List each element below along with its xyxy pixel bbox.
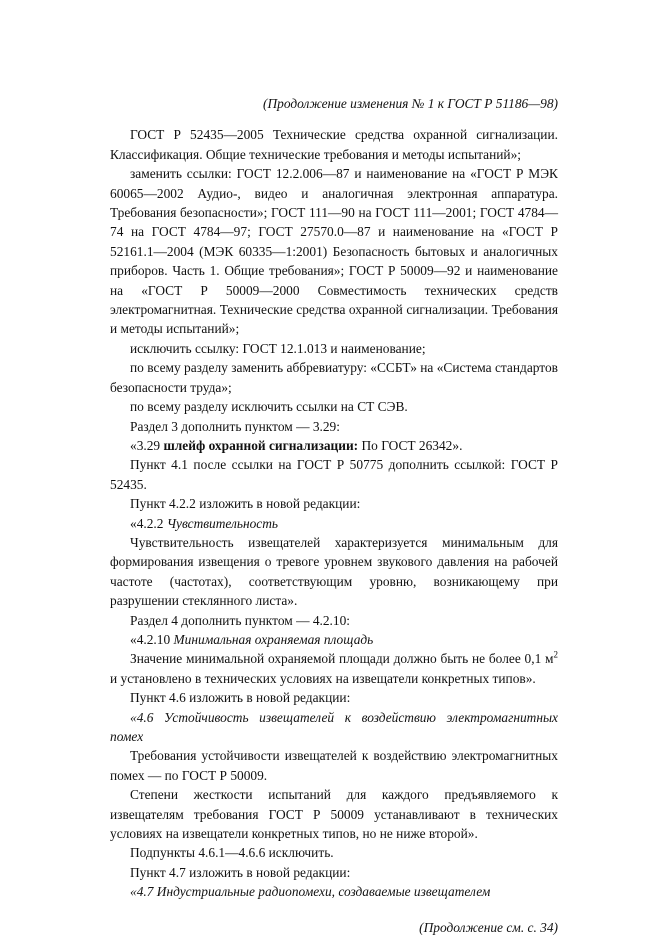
paragraph-section-3: Раздел 3 дополнить пунктом — 3.29: xyxy=(130,418,340,434)
paragraph-exclude-st-sev: по всему разделу исключить ссылки на СТ СЭВ. xyxy=(130,399,408,415)
area-text-after: и установлено в технических условиях на извещатели конкретных типов». xyxy=(110,670,536,686)
item-3-29 xyxy=(110,436,558,455)
paragraph-point-4-1: Пункт 4.1 после ссылки на ГОСТ Р 50775 дополнить ссылкой: ГОСТ Р 52435. xyxy=(110,457,558,492)
item-3-29-prefix: «3.29 xyxy=(130,437,164,453)
item-4-7: «4.7 Индустриальные радиопомехи, создаваемые извещателем xyxy=(130,884,491,900)
item-4-6: «4.6 Устойчивость извещателей к воздействию электромагнитных помех xyxy=(110,709,558,744)
paragraph-emc-requirements: Требования устойчивости извещателей к воздействию электромагнитных помех — по ГОСТ Р 50009. xyxy=(110,748,558,783)
document-page xyxy=(110,94,558,937)
item-4-2-10 xyxy=(110,630,558,649)
item-3-29-rest: По ГОСТ 26342». xyxy=(358,437,463,453)
paragraph-point-4-6: Пункт 4.6 изложить в новой редакции: xyxy=(130,690,351,706)
paragraph-test-severity: Степени жесткости испытаний для каждого предъявляемого к извещателям требования ГОСТ Р 50009 устанавливают в технических условиях на извещатели конкретных типов, но не ниже второй». xyxy=(110,787,558,842)
paragraph-gost-52435: ГОСТ Р 52435—2005 Технические средства охранной сигнализации. Классификация. Общие технические требования и методы испытаний»; xyxy=(110,127,558,162)
item-4-2-2-title: Чувствительность xyxy=(166,515,279,531)
paragraph-point-4-7: Пункт 4.7 изложить в новой редакции: xyxy=(130,864,351,880)
item-4-2-2 xyxy=(110,514,558,533)
item-3-29-term: шлейф охранной сигнализации: xyxy=(163,437,359,453)
paragraph-min-area xyxy=(110,649,558,688)
paragraph-exclude-ref: исключить ссылку: ГОСТ 12.1.013 и наименование; xyxy=(130,340,426,356)
paragraph-sensitivity: Чувствительность извещателей характеризуется минимальным для формирования извещения о тревоге уровнем звукового давления на рабочей частоте (частотах), соответствующим уровню, возникающему при разрушении стеклянного листа». xyxy=(110,534,558,609)
item-4-2-2-prefix: «4.2.2 xyxy=(130,515,167,531)
paragraph-replace-refs: заменить ссылки: ГОСТ 12.2.006—87 и наименование на «ГОСТ Р МЭК 60065—2002 Аудио-, видео и аналогичная электронная аппаратура. Требования безопасности»; ГОСТ 111—90 на ГОСТ 111—2001; ГОСТ 4784—74 на ГОСТ 4784—97; ГОСТ 27570.0—87 и наименование на «ГОСТ Р 52161.1—2004 (МЭК 60335—1:2001) Безопасность бытовых и аналогичных приборов. Часть 1. Общие требования»; ГОСТ Р 50009—92 и наименование на «ГОСТ Р 50009—2000 Совместимость технических средств электромагнитная. Технические средства охранной сигнализации. Требования и методы испытаний»; xyxy=(110,166,558,337)
paragraph-subpoints-exclude: Подпункты 4.6.1—4.6.6 исключить. xyxy=(130,845,334,861)
paragraph-section-4: Раздел 4 дополнить пунктом — 4.2.10: xyxy=(130,612,351,628)
area-text-sup: 2 xyxy=(553,649,558,660)
area-text-before: Значение минимальной охраняемой площади должно быть не более 0,1 м xyxy=(130,651,554,667)
page-footer: (Продолжение см. с. 34) xyxy=(419,919,558,935)
item-4-2-10-title: Минимальная охраняемая площадь xyxy=(173,631,374,647)
paragraph-point-4-2-2: Пункт 4.2.2 изложить в новой редакции: xyxy=(130,496,361,512)
item-4-2-10-prefix: «4.2.10 xyxy=(130,631,174,647)
page-header: (Продолжение изменения № 1 к ГОСТ Р 51186—98) xyxy=(263,96,558,111)
paragraph-replace-abbrev: по всему разделу заменить аббревиатуру: «ССБТ» на «Система стандартов безопасности труда»; xyxy=(110,360,558,395)
